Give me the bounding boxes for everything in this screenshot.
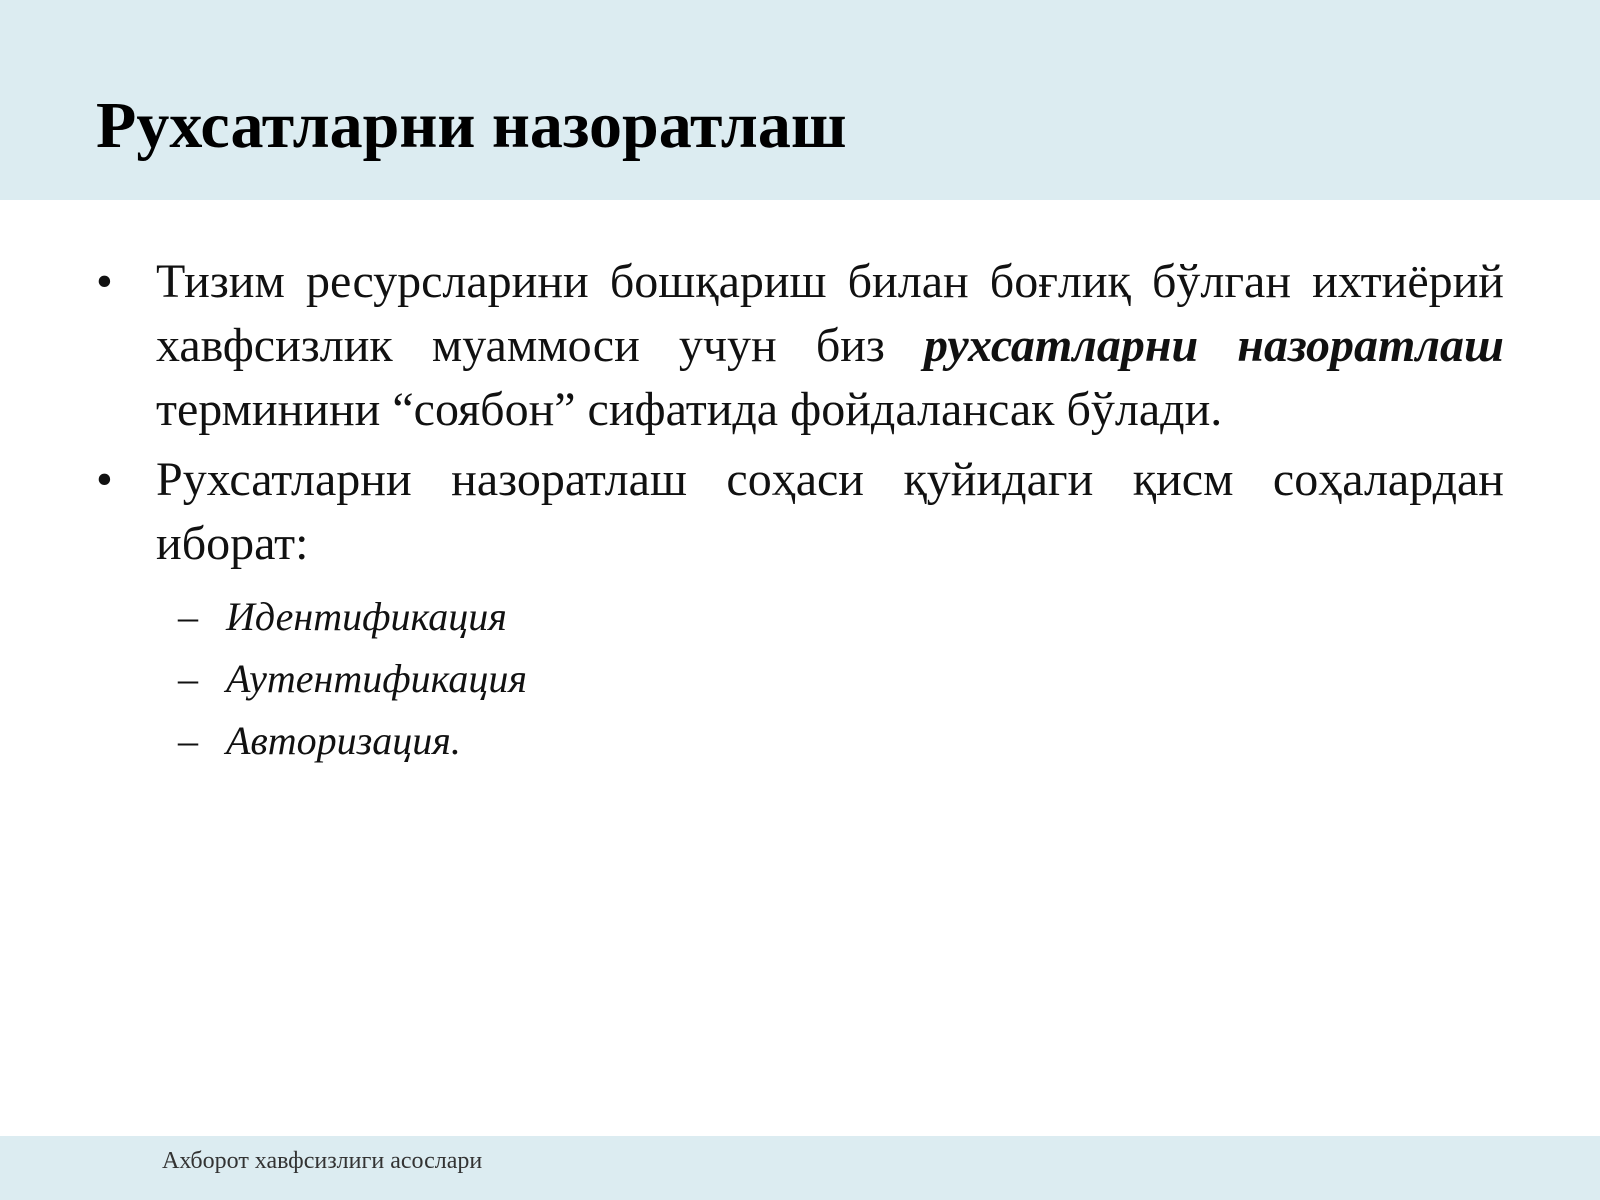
- sub-item-authorization: [156, 710, 1504, 772]
- bullet-text-after: терминини “соябон” сифатида фойдалансак бўлади.: [156, 383, 1223, 436]
- bullet-dot-icon: •: [96, 255, 113, 308]
- bullet-list: [96, 250, 1504, 772]
- bullet-item-definition: [96, 250, 1504, 442]
- slide-content: [96, 250, 1504, 778]
- bullet-text: Рухсатларни назоратлаш соҳаси қуйидаги қисм соҳалардан иборат:: [156, 453, 1504, 570]
- bullet-dot-icon: •: [96, 453, 113, 506]
- footer-text: Ахборот хавфсизлиги асослари: [162, 1148, 483, 1174]
- sub-item-label: Идентификация: [226, 594, 507, 639]
- dash-icon: –: [178, 594, 198, 639]
- bullet-item-subareas: [96, 448, 1504, 772]
- bullet-text: [156, 255, 1504, 436]
- dash-icon: –: [178, 718, 198, 763]
- sub-item-identification: [156, 586, 1504, 648]
- sub-list: [156, 586, 1504, 772]
- sub-item-label: Авторизация.: [226, 718, 461, 763]
- dash-icon: –: [178, 656, 198, 701]
- bullet-text-before: Тизим ресурсларини бошқариш билан боғлиқ бўлган ихтиёрий хавфсизлик муаммоси учун биз: [156, 255, 1504, 372]
- sub-item-label: Аутентификация: [226, 656, 527, 701]
- sub-item-authentication: [156, 648, 1504, 710]
- bullet-emphasis: рухсатларни назоратлаш: [923, 319, 1504, 372]
- slide-title: Рухсатларни назоратлаш: [96, 89, 847, 162]
